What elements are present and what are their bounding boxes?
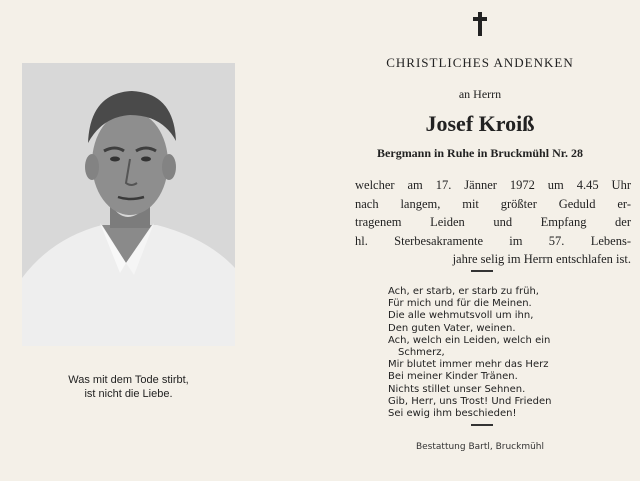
poem-line: Ach, er starb, er starb zu früh,	[388, 286, 539, 297]
deceased-occupation: Bergmann in Ruhe in Bruckmühl Nr. 28	[377, 146, 583, 160]
poem-line: Gib, Herr, uns Trost! Und Frieden	[388, 395, 552, 407]
poem-line: Die alle wehmutsvoll um ihn,	[388, 310, 534, 322]
card-heading: CHRISTLICHES ANDENKEN	[386, 55, 574, 70]
portrait-photo	[22, 63, 235, 346]
divider	[471, 270, 493, 272]
cross-icon	[472, 12, 488, 36]
deceased-name: Josef Kroiß	[425, 111, 535, 136]
paragraph-line: tragenem Leiden und Empfang der	[355, 215, 631, 229]
poem-line: Bei meiner Kinder Tränen.	[388, 371, 518, 383]
obituary-paragraph	[355, 176, 631, 269]
paragraph-line: welcher am 17. Jänner 1972 um 4.45 Uhr	[355, 178, 631, 192]
motto-line: ist nicht die Liebe.	[84, 388, 173, 400]
poem-line: Den guten Vater, weinen.	[388, 322, 516, 334]
memorial-motto	[22, 373, 235, 401]
poem-line: Für mich und für die Meinen.	[388, 298, 532, 310]
right-panel	[320, 0, 640, 481]
paragraph-line: nach langem, mit größter Geduld er-	[355, 196, 631, 211]
card-subheading: an Herrn	[458, 87, 502, 101]
paragraph-line: hl. Sterbesakramente im 57. Lebens-	[355, 233, 631, 248]
paragraph-line: jahre selig im Herrn entschlafen ist.	[452, 252, 631, 266]
divider	[471, 424, 493, 426]
poem-line: Sei ewig ihm beschieden!	[388, 408, 517, 420]
poem-line: Mir blutet immer mehr das Herz	[388, 359, 549, 371]
poem-line: Schmerz,	[398, 347, 445, 359]
memorial-poem	[388, 286, 608, 420]
motto-line: Was mit dem Tode stirbt,	[68, 374, 189, 386]
funeral-home-credit: Bestattung Bartl, Bruckmühl	[415, 442, 545, 452]
poem-line: Ach, welch ein Leiden, welch ein	[388, 334, 551, 346]
poem-line: Nichts stillet unser Sehnen.	[388, 383, 526, 395]
